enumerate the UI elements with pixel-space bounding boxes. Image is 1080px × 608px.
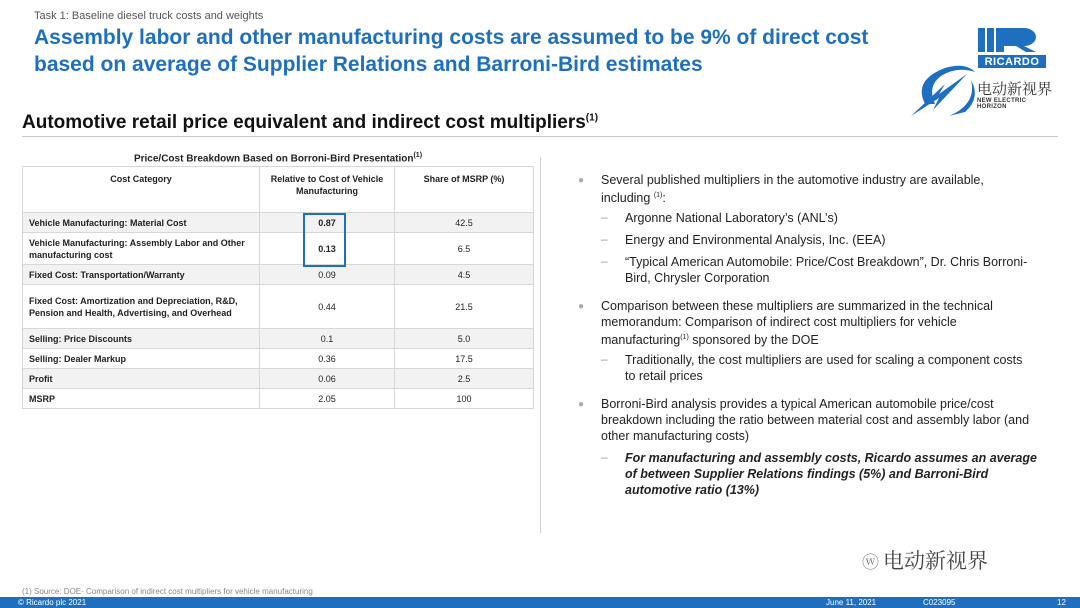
cell-category: Fixed Cost: Amortization and Depreciation, R&D, Pension and Health, Advertising, and Overhead bbox=[23, 285, 260, 329]
page-headline: Assembly labor and other manufacturing costs are assumed to be 9% of direct cost based on average of Supplier Relations and Barroni-Bird estimates bbox=[34, 26, 869, 76]
bullet-2-text-b: sponsored by the DOE bbox=[688, 333, 819, 348]
table-row bbox=[23, 329, 534, 349]
table-title-footnote-mark: (1) bbox=[413, 152, 423, 159]
bullet-3: Borroni-Bird analysis provides a typical American automobile price/cost breakdown including the ratio between material cost and assembly labor (and other manufacturing costs) bbox=[601, 397, 1030, 443]
cell-category: Fixed Cost: Transportation/Warranty bbox=[23, 265, 260, 285]
header-divider bbox=[22, 136, 1058, 137]
cell-relative: 2.05 bbox=[260, 389, 395, 409]
watermark bbox=[862, 545, 988, 575]
section-subtitle bbox=[22, 112, 598, 134]
footer-code: C023095 bbox=[923, 598, 956, 607]
column-divider bbox=[540, 157, 541, 533]
header-relative-cost: Relative to Cost of Vehicle Manufacturing bbox=[260, 167, 395, 213]
table-row bbox=[23, 285, 534, 329]
cell-share: 42.5 bbox=[395, 213, 534, 233]
logo-en-text: NEW ELECTRIC HORIZON bbox=[977, 98, 1027, 110]
bullet-3-sub-1: For manufacturing and assembly costs, Ricardo assumes an average of between Supplier Relations findings (5%) and Barroni-Bird automotive ratio (13%) bbox=[625, 451, 1037, 497]
header-cost-category: Cost Category bbox=[23, 167, 260, 213]
header-share-msrp: Share of MSRP (%) bbox=[395, 167, 534, 213]
cost-breakdown-table bbox=[22, 166, 534, 409]
cell-share: 2.5 bbox=[395, 369, 534, 389]
dash-marker: – bbox=[601, 352, 608, 366]
footer-bar bbox=[0, 597, 1080, 608]
table-title-text: Price/Cost Breakdown Based on Borroni-Bird Presentation bbox=[133, 153, 414, 165]
bullet-dot: ● bbox=[578, 175, 585, 186]
cell-relative: 0.13 bbox=[260, 233, 395, 265]
dash-marker: – bbox=[601, 232, 608, 246]
cell-relative: 0.1 bbox=[260, 329, 395, 349]
bullet-1-sub-3: “Typical American Automobile: Price/Cost Breakdown”, Dr. Chris Borroni-Bird, Chrysler Corporation bbox=[625, 255, 1028, 285]
bullet-1-tail: : bbox=[662, 191, 666, 206]
cell-share: 100 bbox=[395, 389, 534, 409]
watermark-text: 电动新视界 bbox=[883, 550, 988, 573]
cell-relative: 0.36 bbox=[260, 349, 395, 369]
subtitle-text: Automotive retail price equivalent and indirect cost multipliers bbox=[22, 112, 586, 133]
cell-category: Vehicle Manufacturing: Material Cost bbox=[23, 213, 260, 233]
cell-relative: 0.87 bbox=[260, 213, 395, 233]
cell-category: Vehicle Manufacturing: Assembly Labor and Other manufacturing cost bbox=[23, 233, 260, 265]
bullet-1-sub-2: Energy and Environmental Analysis, Inc. (EEA) bbox=[625, 233, 886, 247]
bullet-2 bbox=[601, 298, 1041, 348]
cell-category: MSRP bbox=[23, 389, 260, 409]
table-header-row bbox=[23, 167, 534, 213]
table-row bbox=[23, 213, 534, 233]
footer-page-number: 12 bbox=[1057, 598, 1066, 607]
cell-share: 17.5 bbox=[395, 349, 534, 369]
footer-copyright: © Ricardo plc 2021 bbox=[18, 598, 87, 607]
bullet-dot: ● bbox=[578, 301, 585, 312]
table-row bbox=[23, 265, 534, 285]
task-label: Task 1: Baseline diesel truck costs and weights bbox=[34, 10, 264, 22]
cell-share: 21.5 bbox=[395, 285, 534, 329]
bullet-1-sub-1: Argonne National Laboratory’s (ANL’s) bbox=[625, 211, 838, 225]
bullet-1-text: Several published multipliers in the automotive industry are available, including bbox=[601, 173, 984, 206]
footer-date: June 11, 2021 bbox=[826, 598, 877, 607]
cell-share: 4.5 bbox=[395, 265, 534, 285]
bullet-2-footnote-mark: (1) bbox=[680, 334, 689, 341]
cell-relative: 0.09 bbox=[260, 265, 395, 285]
cell-share: 5.0 bbox=[395, 329, 534, 349]
table-row bbox=[23, 389, 534, 409]
dash-marker: – bbox=[601, 210, 608, 224]
table-row bbox=[23, 349, 534, 369]
cell-relative: 0.44 bbox=[260, 285, 395, 329]
dash-marker: – bbox=[601, 450, 608, 464]
bullet-dot: ● bbox=[578, 399, 585, 410]
cell-category: Selling: Price Discounts bbox=[23, 329, 260, 349]
table-title bbox=[22, 152, 534, 164]
cell-category: Profit bbox=[23, 369, 260, 389]
logo-cn-text: 电动新视界 bbox=[977, 81, 1053, 98]
wechat-icon: ⓦ bbox=[862, 553, 879, 572]
ricardo-brand-text: RICARDO bbox=[984, 56, 1040, 68]
ricardo-logo bbox=[905, 24, 1055, 119]
bullet-1-footnote-mark: (1) bbox=[653, 192, 663, 199]
cell-share: 6.5 bbox=[395, 233, 534, 265]
highlight-box bbox=[303, 213, 346, 267]
cell-relative: 0.06 bbox=[260, 369, 395, 389]
dash-marker: – bbox=[601, 254, 608, 268]
table-row bbox=[23, 233, 534, 265]
cell-category: Selling: Dealer Markup bbox=[23, 349, 260, 369]
subtitle-footnote-mark: (1) bbox=[585, 112, 599, 124]
table-row bbox=[23, 369, 534, 389]
bullet-2-text-a: Comparison between these multipliers are summarized in the technical memorandum: Comparison of indirect cost multipliers for vehicle manufacturing bbox=[601, 299, 993, 348]
bullet-1 bbox=[601, 172, 1031, 206]
footnote: (1) Source: DOE- Comparison of indirect cost multipliers for vehicle manufacturing bbox=[22, 587, 313, 596]
bullet-2-sub-1: Traditionally, the cost multipliers are used for scaling a component costs to retail prices bbox=[625, 353, 1023, 383]
